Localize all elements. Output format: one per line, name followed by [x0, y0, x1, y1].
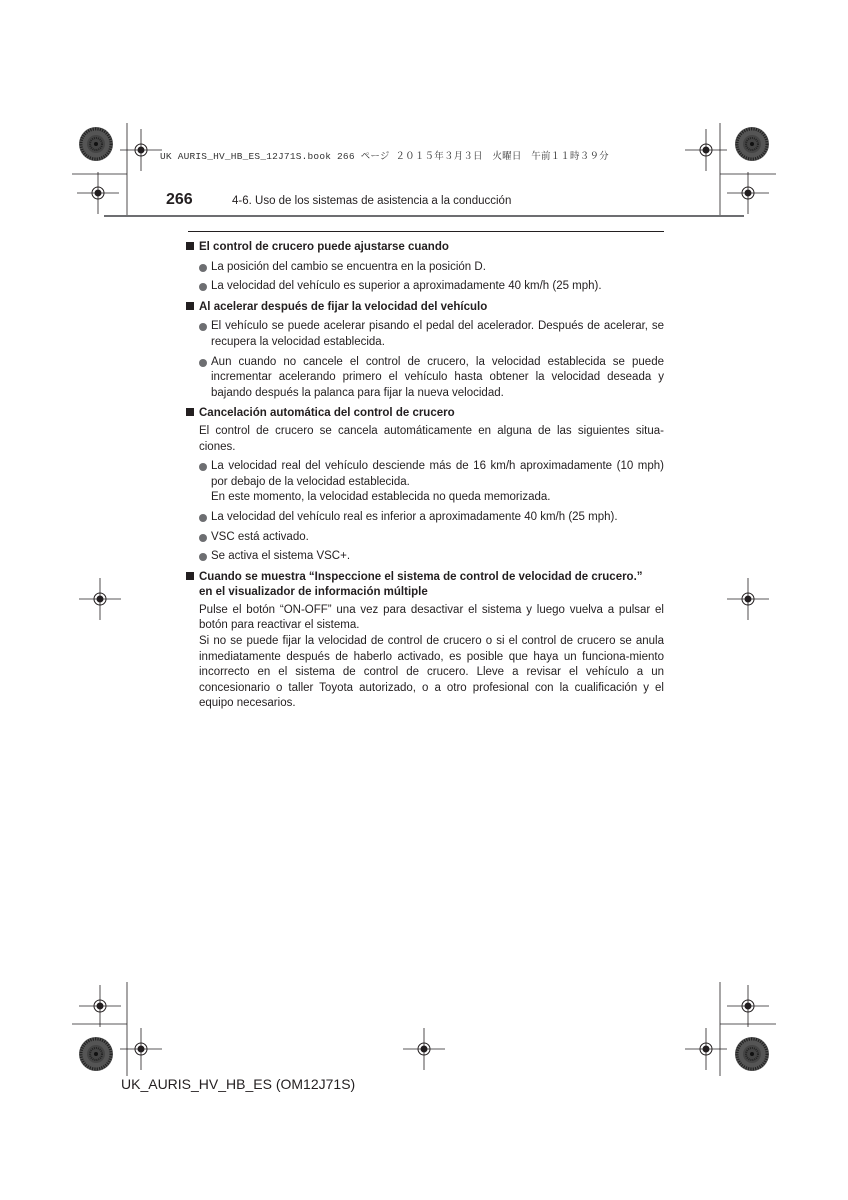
paragraph: Si no se puede fijar la velocidad de control de crucero o si el control de crucero se anula inmediatamente después de haberlo activado, es posible que haya un funciona-miento incorrecto en el sistema de control de crucero. Lleve a revisar el vehículo a un concesionario o taller Toyota autorizado, o a otro profesional con la cualificación y el equipo necesarios. [199, 635, 664, 710]
list-item: La velocidad real del vehículo desciende más de 16 km/h aproximadamente (10 mph) por debajo de la velocidad establecida. En este momento, la velocidad establecida no queda memorizada. [186, 459, 664, 506]
section-heading: Cuando se muestra “Inspeccione el sistema de control de velocidad de crucero.” en el visualizador de información múltiple [186, 570, 664, 601]
list-item: La velocidad del vehículo real es inferior a aproximadamente 40 km/h (25 mph). [186, 510, 664, 526]
circle-bullet-icon [199, 534, 207, 542]
circle-bullet-icon [199, 514, 207, 522]
list-item: El vehículo se puede acelerar pisando el pedal del acelerador. Después de acelerar, se recupera la velocidad establecida. [186, 319, 664, 350]
circle-bullet-icon [199, 359, 207, 367]
list-item: La velocidad del vehículo es superior a aproximadamente 40 km/h (25 mph). [186, 279, 664, 295]
circle-bullet-icon [199, 553, 207, 561]
content-top-rule [188, 231, 664, 232]
circle-bullet-icon [199, 463, 207, 471]
paragraph: Pulse el botón “ON-OFF” una vez para desactivar el sistema y luego vuelva a pulsar el botón para reactivar el sistema. [199, 603, 664, 632]
paragraph: El control de crucero se cancela automáticamente en alguna de las siguientes situa-ciones. [199, 424, 664, 453]
square-bullet-icon [186, 408, 194, 416]
section-heading: Cancelación automática del control de crucero [186, 406, 664, 422]
section-heading: El control de crucero puede ajustarse cuando [186, 240, 664, 256]
document-code: UK_AURIS_HV_HB_ES (OM12J71S) [121, 1076, 356, 1092]
print-header: UK AURIS_HV_HB_ES_12J71S.book 266 ページ ２０１５年３月３日 火曜日 午前１１時３９分 [160, 151, 609, 162]
section-title: 4-6. Uso de los sistemas de asistencia a la conducción [232, 195, 512, 207]
list-item: La posición del cambio se encuentra en la posición D. [186, 260, 664, 276]
page-number: 266 [166, 191, 193, 208]
square-bullet-icon [186, 302, 194, 310]
bullet-note: En este momento, la velocidad establecida no queda memorizada. [211, 491, 551, 504]
circle-bullet-icon [199, 264, 207, 272]
list-item: VSC está activado. [186, 530, 664, 546]
list-item: Aun cuando no cancele el control de crucero, la velocidad establecida se puede incrementar acelerando primero el vehículo hasta obtener la velocidad deseada y bajando después la palanca para fijar la nueva velocidad. [186, 355, 664, 402]
main-content [186, 237, 664, 712]
circle-bullet-icon [199, 323, 207, 331]
section-heading: Al acelerar después de fijar la velocidad del vehículo [186, 300, 664, 316]
header-rule [104, 215, 744, 217]
circle-bullet-icon [199, 283, 207, 291]
list-item: Se activa el sistema VSC+. [186, 549, 664, 565]
square-bullet-icon [186, 572, 194, 580]
square-bullet-icon [186, 242, 194, 250]
